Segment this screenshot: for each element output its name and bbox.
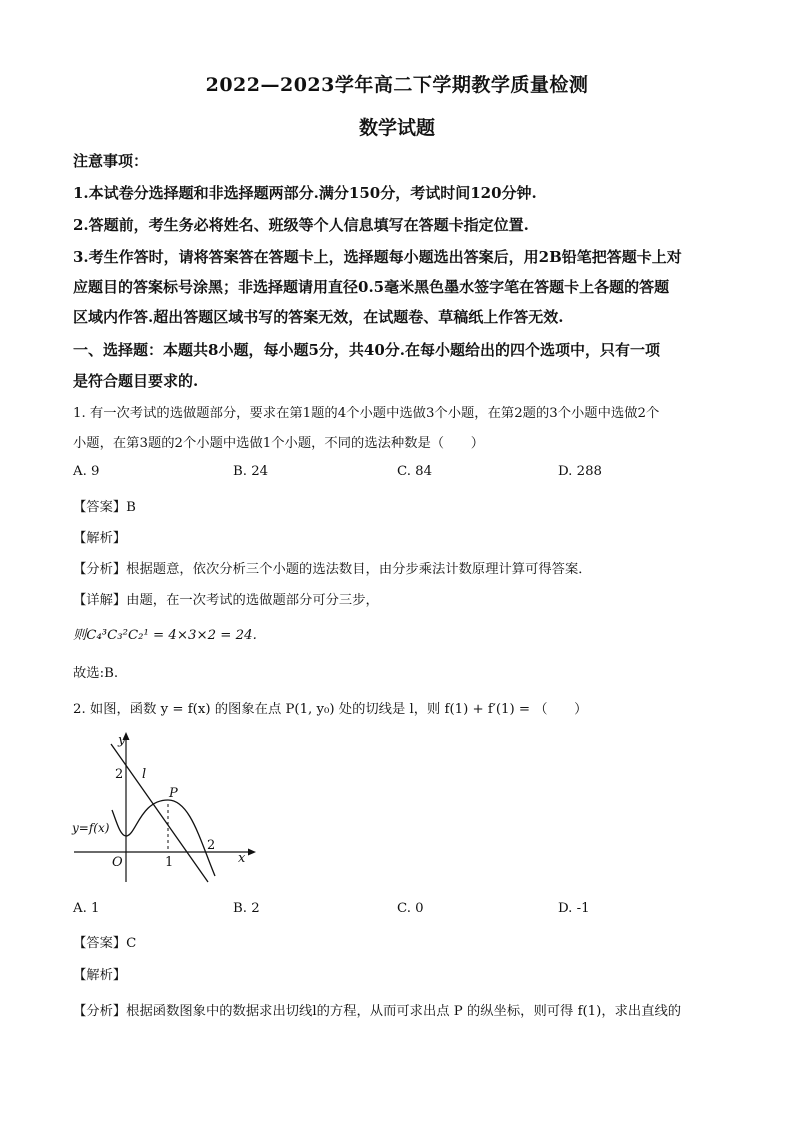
x-tick-2: 2 bbox=[207, 838, 216, 853]
q1-formula: 则C₄³C₃²C₂¹ = 4×3×2 = 24. bbox=[73, 628, 257, 643]
notice-item-3-line-1: 3.考生作答时，请将答案答在答题卡上，选择题每小题选出答案后，用2B铅笔把答题卡上对 bbox=[73, 248, 682, 266]
exam-subtitle: 数学试题 bbox=[358, 117, 435, 139]
q1-option-b: B. 24 bbox=[233, 464, 269, 479]
x-axis-arrow bbox=[248, 849, 256, 856]
notice-item-2: 2.答题前，考生务必将姓名、班级等个人信息填写在答题卡指定位置. bbox=[73, 216, 529, 234]
q2-option-a: A. 1 bbox=[73, 901, 100, 916]
q1-option-a: A. 9 bbox=[73, 464, 100, 479]
q2-stem: 2. 如图，函数 y = f(x) 的图象在点 P(1, y₀) 处的切线是 l，则 f(1) + f′(1) = （ ） bbox=[73, 702, 588, 717]
notice-item-3-line-2: 应题目的答案标号涂黑；非选择题请用直径0.5毫米黑色墨水签字笔在答题卡上各题的答题 bbox=[73, 278, 670, 296]
x-tick-1: 1 bbox=[165, 855, 174, 870]
q2-option-d: D. -1 bbox=[558, 901, 590, 916]
section-heading-line-1: 一、选择题：本题共8小题，每小题5分，共40分.在每小题给出的四个选项中，只有一项 bbox=[73, 341, 660, 359]
point-p-label: P bbox=[169, 786, 178, 801]
origin-label: O bbox=[112, 855, 123, 870]
y-axis-label: y bbox=[118, 733, 126, 748]
notice-item-1: 1.本试卷分选择题和非选择题两部分.满分150分，考试时间120分钟. bbox=[73, 184, 537, 202]
q1-option-d: D. 288 bbox=[558, 464, 603, 479]
q2-option-c: C. 0 bbox=[397, 901, 424, 916]
q1-stem-line-2: 小题，在第3题的2个小题中选做1个小题，不同的选法种数是（ ） bbox=[73, 436, 484, 451]
q2-function-graph bbox=[70, 728, 270, 888]
q1-conclusion: 故选:B. bbox=[73, 666, 119, 681]
q2-analysis-label: 【解析】 bbox=[73, 968, 127, 983]
function-curve bbox=[112, 800, 215, 876]
q1-fenxi: 【分析】根据题意，依次分析三个小题的选法数目，由分步乘法计数原理计算可得答案． bbox=[73, 562, 592, 577]
curve-label: y=f(x) bbox=[72, 821, 110, 835]
tangent-label: l bbox=[142, 767, 147, 782]
notice-item-3-line-3: 区域内作答.超出答题区域书写的答案无效，在试题卷、草稿纸上作答无效. bbox=[73, 308, 564, 326]
q1-stem-line-1: 1. 有一次考试的选做题部分，要求在第1题的4个小题中选做3个小题，在第2题的3个小题中选做2个 bbox=[73, 406, 660, 421]
q2-fenxi: 【分析】根据函数图象中的数据求出切线l的方程，从而可求出点 P 的纵坐标，则可得 f(1)，求出直线的 bbox=[73, 1004, 682, 1019]
q1-answer: 【答案】B bbox=[73, 500, 136, 515]
exam-title: 2022—2023学年高二下学期教学质量检测 bbox=[205, 74, 589, 96]
notice-heading: 注意事项： bbox=[73, 152, 149, 170]
section-heading-line-2: 是符合题目要求的. bbox=[73, 372, 199, 390]
q1-analysis-label: 【解析】 bbox=[73, 531, 127, 546]
y-tick-2: 2 bbox=[115, 767, 124, 782]
q1-option-c: C. 84 bbox=[397, 464, 433, 479]
q2-answer: 【答案】C bbox=[73, 936, 137, 951]
q2-option-b: B. 2 bbox=[233, 901, 260, 916]
x-axis-label: x bbox=[238, 851, 246, 866]
q1-xiangjie: 【详解】由题，在一次考试的选做题部分可分三步， bbox=[73, 593, 379, 608]
